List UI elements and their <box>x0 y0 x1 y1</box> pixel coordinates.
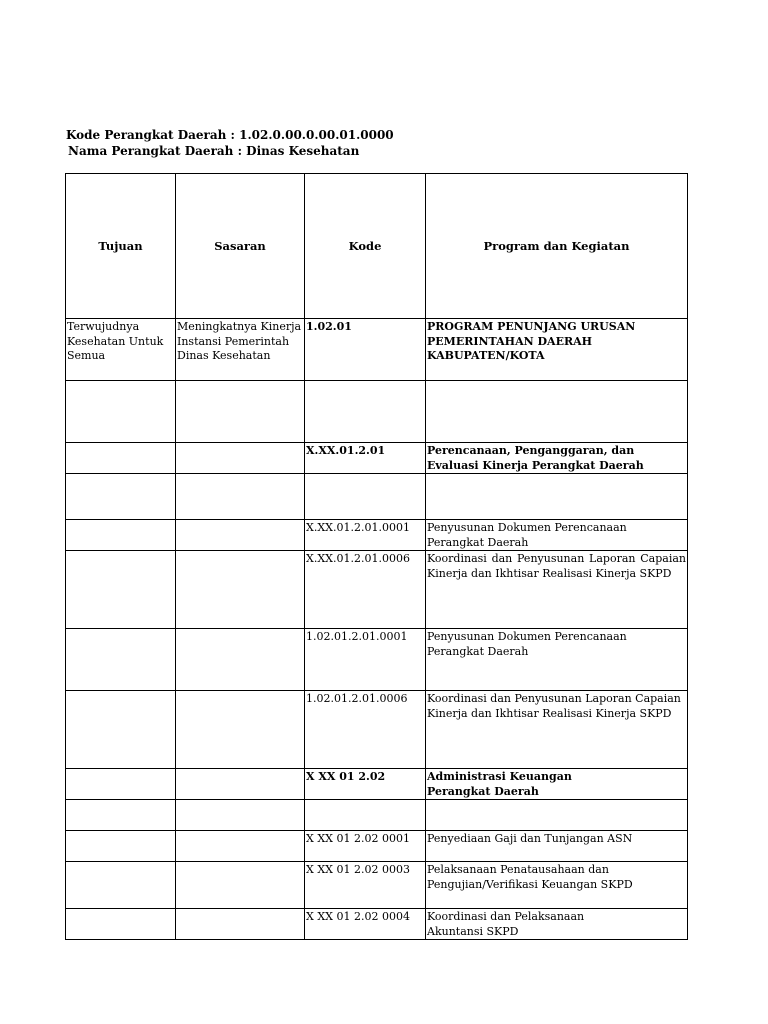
table-row <box>66 520 688 551</box>
cell-sasaran <box>176 474 305 520</box>
cell-sasaran: Meningkatnya Kinerja Instansi Pemerintah Dinas Kesehatan <box>176 319 305 381</box>
table-row <box>66 769 688 800</box>
table-row <box>66 381 688 443</box>
header-tujuan: Tujuan <box>66 174 176 319</box>
cell-tujuan <box>66 520 176 551</box>
cell-kode: 1.02.01 <box>305 319 426 381</box>
cell-sasaran <box>176 691 305 769</box>
table-row <box>66 862 688 909</box>
program-line: Pelaksanaan Penatausahaan dan <box>427 863 609 876</box>
cell-program: Koordinasi dan Penyusunan Laporan Capaian Kinerja dan Ikhtisar Realisasi Kinerja SKPD <box>426 691 688 769</box>
cell-program <box>426 862 688 909</box>
cell-kode <box>305 800 426 831</box>
cell-tujuan <box>66 474 176 520</box>
cell-tujuan <box>66 831 176 862</box>
cell-sasaran <box>176 551 305 629</box>
program-line: Koordinasi dan Pelaksanaan <box>427 910 585 923</box>
cell-program <box>426 474 688 520</box>
cell-program: Penyusunan Dokumen Perencanaan Perangkat Daerah <box>426 520 688 551</box>
cell-program: Koordinasi dan Penyusunan Laporan Capaian Kinerja dan Ikhtisar Realisasi Kinerja SKPD <box>426 551 688 629</box>
program-line: Pengujian/Verifikasi Keuangan SKPD <box>427 877 633 891</box>
kode-perangkat-daerah: Kode Perangkat Daerah : 1.02.0.00.0.00.01.0000 <box>66 128 394 142</box>
cell-program: Perencanaan, Penganggaran, dan Evaluasi Kinerja Perangkat Daerah <box>426 443 688 474</box>
cell-kode: 1.02.01.2.01.0001 <box>305 629 426 691</box>
cell-program <box>426 769 688 800</box>
program-line: Administrasi Keuangan <box>427 770 572 783</box>
cell-sasaran <box>176 381 305 443</box>
header-program: Program dan Kegiatan <box>426 174 688 319</box>
table-row <box>66 831 688 862</box>
cell-kode: X.XX.01.2.01.0006 <box>305 551 426 629</box>
cell-sasaran <box>176 862 305 909</box>
cell-sasaran <box>176 520 305 551</box>
table-row <box>66 800 688 831</box>
cell-tujuan <box>66 862 176 909</box>
cell-sasaran <box>176 909 305 940</box>
cell-tujuan <box>66 551 176 629</box>
program-table <box>65 173 688 940</box>
cell-kode: X XX 01 2.02 0003 <box>305 862 426 909</box>
cell-tujuan <box>66 629 176 691</box>
nama-perangkat-daerah: Nama Perangkat Daerah : Dinas Kesehatan <box>68 144 360 158</box>
table-row <box>66 909 688 940</box>
cell-tujuan <box>66 443 176 474</box>
cell-tujuan: Terwujudnya Kesehatan Untuk Semua <box>66 319 176 381</box>
cell-kode: X XX 01 2.02 <box>305 769 426 800</box>
cell-program: Penyusunan Dokumen Perencanaan Perangkat Daerah <box>426 629 688 691</box>
cell-sasaran <box>176 443 305 474</box>
table-header-row <box>66 174 688 319</box>
cell-sasaran <box>176 769 305 800</box>
header-kode: Kode <box>305 174 426 319</box>
program-line: Akuntansi SKPD <box>427 924 519 938</box>
table-row <box>66 691 688 769</box>
table-row <box>66 443 688 474</box>
cell-kode <box>305 381 426 443</box>
cell-tujuan <box>66 381 176 443</box>
cell-sasaran <box>176 831 305 862</box>
cell-sasaran <box>176 800 305 831</box>
cell-tujuan <box>66 691 176 769</box>
cell-kode <box>305 474 426 520</box>
cell-tujuan <box>66 800 176 831</box>
cell-program: PROGRAM PENUNJANG URUSAN PEMERINTAHAN DAERAH KABUPATEN/KOTA <box>426 319 688 381</box>
cell-kode: 1.02.01.2.01.0006 <box>305 691 426 769</box>
table-row <box>66 629 688 691</box>
cell-kode: X XX 01 2.02 0001 <box>305 831 426 862</box>
cell-kode: X XX 01 2.02 0004 <box>305 909 426 940</box>
program-line: Perangkat Daerah <box>427 784 539 798</box>
cell-program: Penyediaan Gaji dan Tunjangan ASN <box>426 831 688 862</box>
cell-program <box>426 800 688 831</box>
cell-program <box>426 909 688 940</box>
cell-tujuan <box>66 769 176 800</box>
cell-sasaran <box>176 629 305 691</box>
table-row <box>66 319 688 381</box>
table-row <box>66 551 688 629</box>
cell-kode: X.XX.01.2.01 <box>305 443 426 474</box>
cell-kode: X.XX.01.2.01.0001 <box>305 520 426 551</box>
table-row <box>66 474 688 520</box>
header-sasaran: Sasaran <box>176 174 305 319</box>
cell-program <box>426 381 688 443</box>
cell-tujuan <box>66 909 176 940</box>
